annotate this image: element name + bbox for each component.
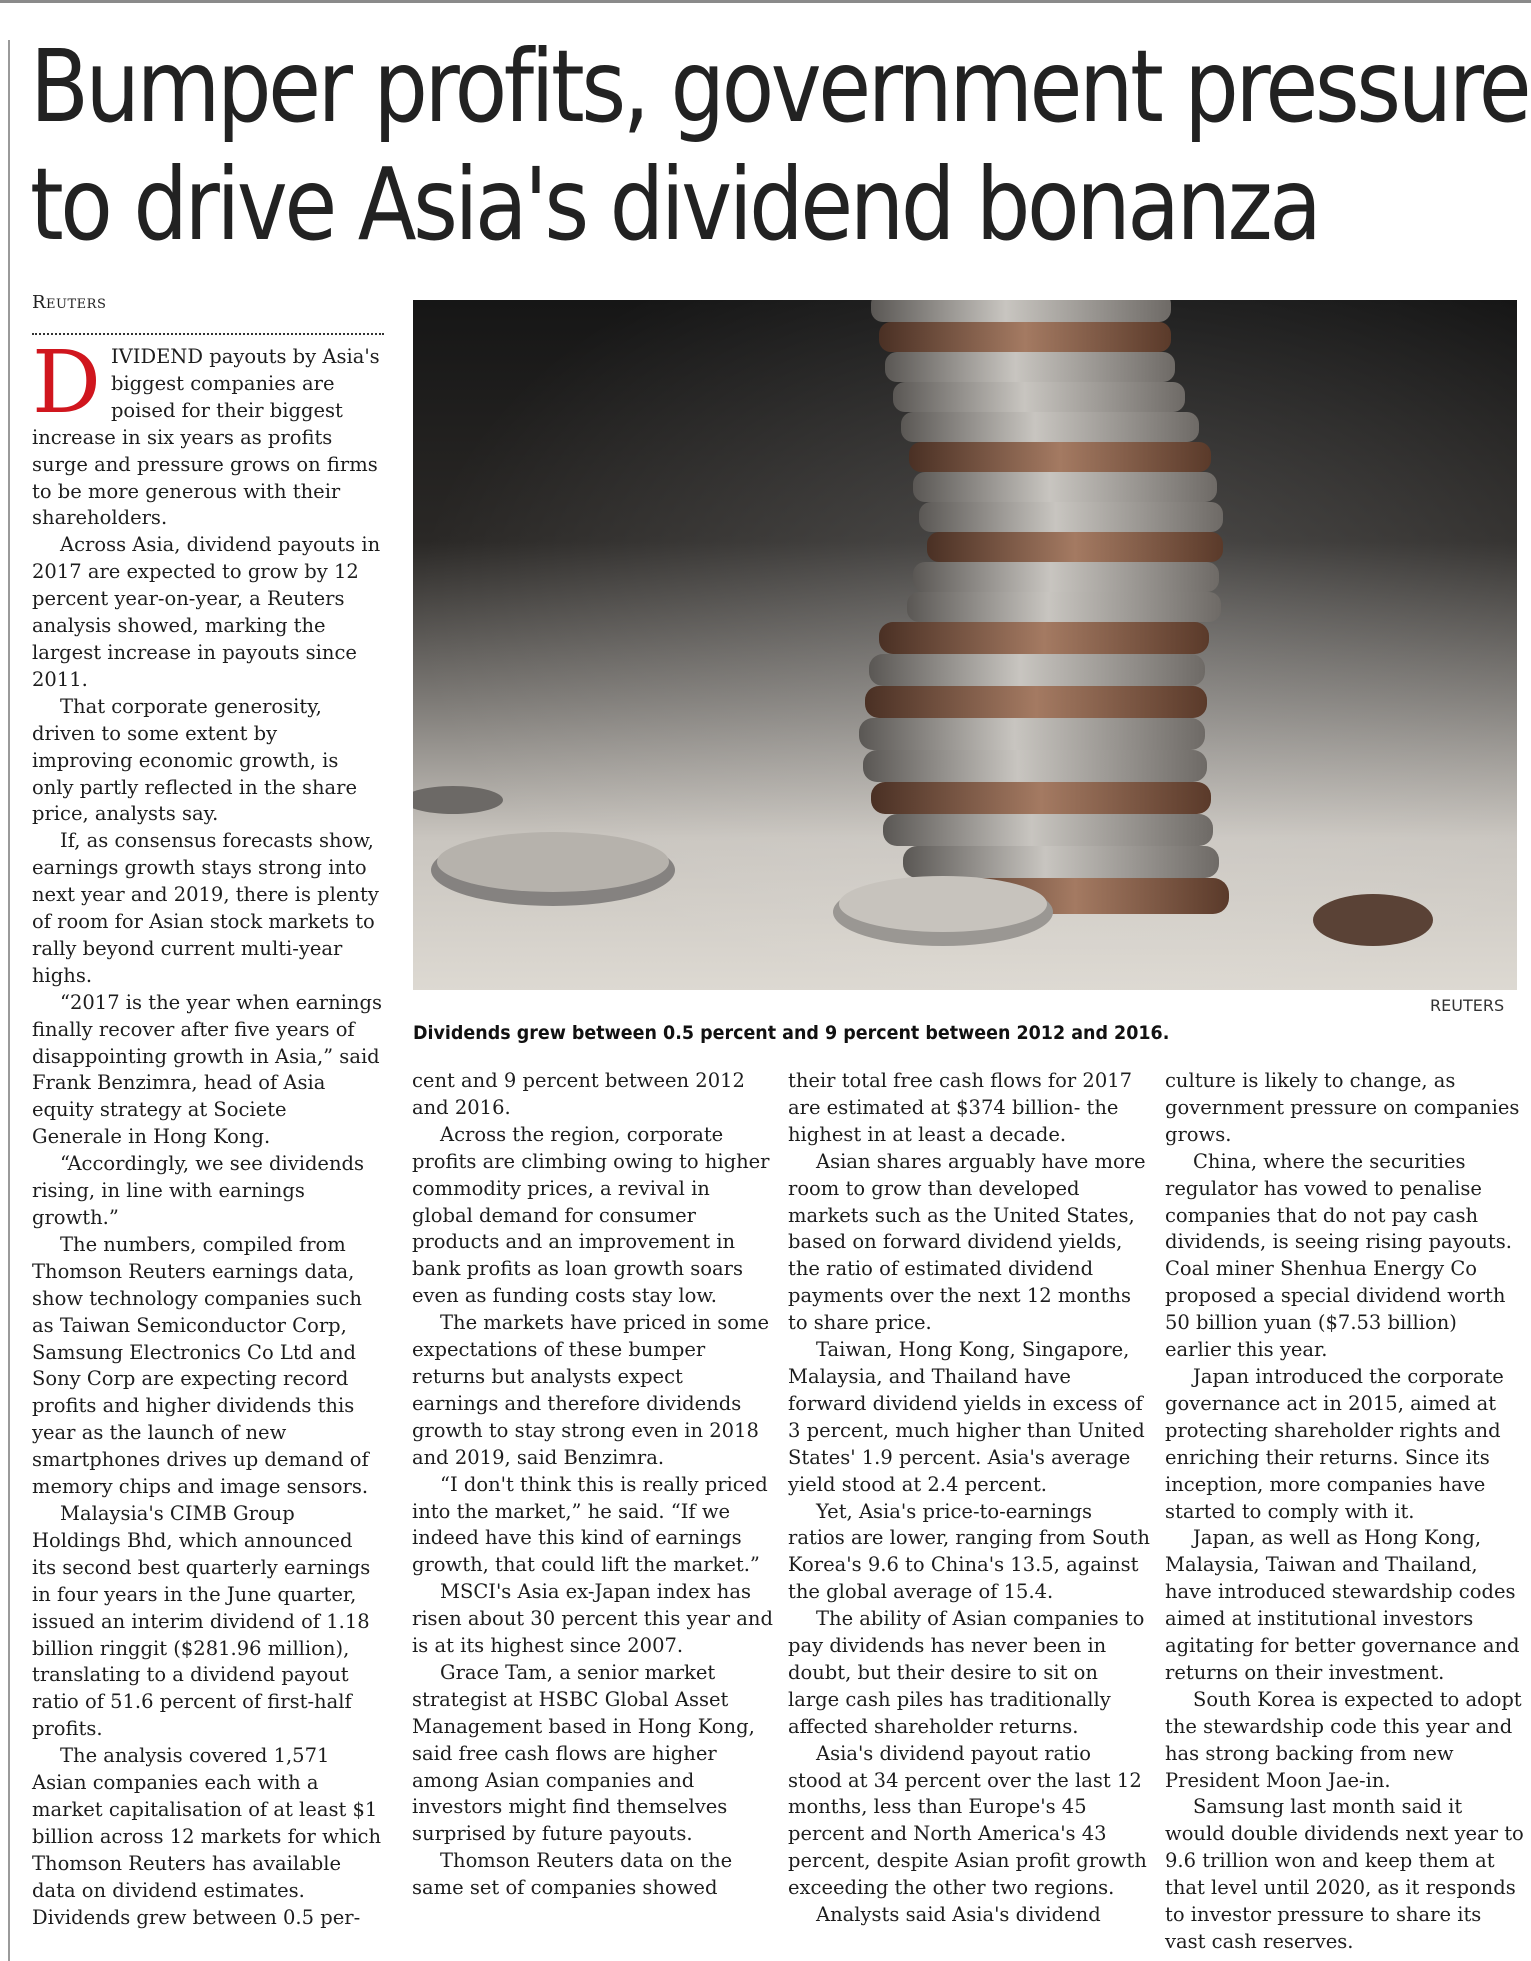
paragraph: “I don't think this is really priced into the market,” he said. “If we indeed have this kind of earnings growth, that could lift the market.” [412,1472,768,1577]
paragraph: Japan, as well as Hong Kong, Malaysia, Taiwan and Thailand, have introduced stewardship codes aimed at institutional investors agitating for better governance and returns on their investment. [1165,1526,1520,1684]
paragraph: culture is likely to change, as government pressure on companies grows. [1165,1069,1520,1146]
paragraph: If, as consensus forecasts show, earnings growth stays strong into next year and 2019, there is plenty of room for Asian stock markets to rally beyond current multi-year highs. [32,829,379,987]
paragraph: China, where the securities regulator has vowed to penalise companies that do not pay cash dividends, is seeing rising payouts. Coal miner Shenhua Energy Co proposed a special dividend worth 50 billion yuan ($7.53 billion) earlier this year. [1165,1149,1512,1362]
headline-line-1: Bumper profits, government pressure [30,28,1529,145]
paragraph: Analysts said Asia's dividend [816,1903,1101,1927]
paragraph: The ability of Asian companies to pay dividends has never been in doubt, but their desire to sit on large cash piles has traditionally affected shareholder returns. [788,1607,1145,1738]
paragraph: “2017 is the year when earnings finally recover after five years of disappointing growth in Asia,” said Frank Benzimra, head of Asia equity strategy at Societe Generale in Hong Kong. [32,990,382,1149]
paragraph-text: IVIDEND payouts by Asia's biggest companies are poised for their biggest increase in six years as profits surge and pressure grows on firms to be more generous with their shareholders. [32,345,380,530]
photo-caption: Dividends grew between 0.5 percent and 9 percent between 2012 and 2016. [413,1022,1170,1044]
paragraph: cent and 9 percent between 2012 and 2016. [412,1069,745,1119]
paragraph: Taiwan, Hong Kong, Singapore, Malaysia, and Thailand have forward dividend yields in excess of 3 percent, much higher than United States' 1.9 percent. Asia's average yield stood at 2.4 percent. [788,1338,1145,1496]
loose-coin-right [1313,894,1433,946]
article-column-3 [788,1068,1150,1929]
drop-cap: D [32,333,101,433]
paragraph: Yet, Asia's price-to-earnings ratios are lower, ranging from South Korea's 9.6 to China's 13.5, against the global average of 15.4. [788,1499,1150,1604]
paragraph: The numbers, compiled from Thomson Reuters earnings data, show technology companies such as Taiwan Semiconductor Corp, Samsung Electronics Co Ltd and Sony Corp are expecting record profits and higher dividends this year as the launch of new smartphones drives up demand of memory chips and image sensors. [32,1232,369,1499]
paragraph [32,333,382,532]
paragraph: That corporate generosity, driven to some extent by improving economic growth, is only partly reflected in the share price, analysts say. [32,694,358,826]
paragraph: MSCI's Asia ex-Japan index has risen about 30 percent this year and is at its highest since 2007. [412,1580,773,1658]
article-column-1 [32,333,382,1931]
top-rule [0,0,1531,3]
coin-stack-photo [413,300,1517,990]
paragraph: Across the region, corporate profits are climbing owing to higher commodity prices, a revival in global demand for consumer products and an improvement in bank profits as loan growth soars even as funding costs stay low. [412,1122,770,1308]
headline [30,28,1529,264]
paragraph: Thomson Reuters data on the same set of companies showed [412,1849,733,1900]
paragraph: The markets have priced in some expectations of these bumper returns but analysts expect earnings and therefore dividends growth to stay strong even in 2018 and 2019, said Benzimra. [412,1311,770,1469]
left-column-rule [8,40,10,1961]
paragraph: Japan introduced the corporate governance act in 2015, aimed at protecting shareholder rights and enriching their returns. Since its inception, more companies have started to comply with it. [1165,1364,1504,1523]
headline-line-2: to drive Asia's dividend bonanza [30,146,1319,263]
paragraph: Samsung last month said it would double dividends next year to 9.6 trillion won and keep them at that level until 2020, as it responds to investor pressure to share its vast cash reserves. [1165,1795,1524,1953]
byline: Reuters [32,292,107,313]
paragraph: Grace Tam, a senior market strategist at HSBC Global Asset Management based in Hong Kong, said free cash flows are higher among Asian companies and investors might find themselves surprised by future payouts. [412,1660,755,1846]
paragraph: Asian shares arguably have more room to grow than developed markets such as the United States, based on forward dividend yields, the ratio of estimated dividend payments over the next 12 months to share price. [788,1149,1146,1335]
paragraph: Asia's dividend payout ratio stood at 34 percent over the last 12 months, less than Europe's 45 percent and North America's 43 percent, despite Asian profit growth exceeding the other two regions. [788,1741,1147,1900]
paragraph: Malaysia's CIMB Group Holdings Bhd, which announced its second best quarterly earnings in four years in the June quarter, issued an interim dividend of 1.18 billion ringgit ($281.96 million), translating to a dividend payout ratio of 51.6 percent of first-half profits. [32,1501,371,1741]
paragraph: their total free cash flows for 2017 are estimated at $374 billion- the highest in at least a decade. [788,1069,1133,1146]
coin-stack [859,300,1229,914]
photo-credit: REUTERS [1430,996,1505,1015]
paragraph: The analysis covered 1,571 Asian companies each with a market capitalisation of at least $1 billion across 12 markets for which Thomson Reuters has available data on dividend estimates. Dividends grew between 0.5 per- [32,1744,382,1929]
paragraph: Across Asia, dividend payouts in 2017 are expected to grow by 12 percent year-on-year, a Reuters analysis showed, marking the largest increase in payouts since 2011. [32,533,381,691]
paragraph: South Korea is expected to adopt the stewardship code this year and has strong backing from new President Moon Jae-in. [1165,1687,1522,1792]
coin-stack-illustration [413,300,1517,990]
article-column-2 [412,1068,774,1902]
article-column-4 [1165,1068,1527,1956]
paragraph: “Accordingly, we see dividends rising, in line with earnings growth.” [32,1152,365,1229]
